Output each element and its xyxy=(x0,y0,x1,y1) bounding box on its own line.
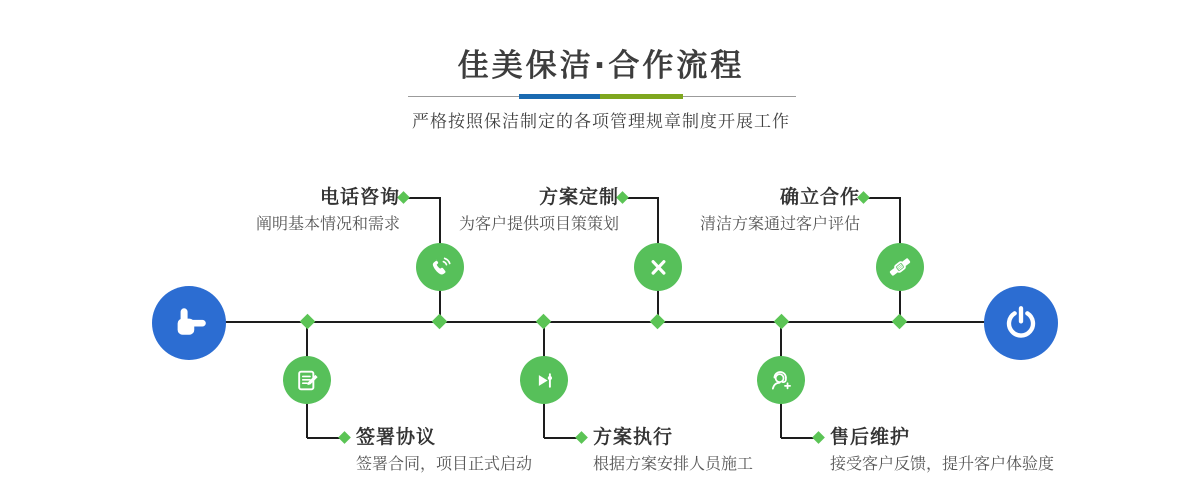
connector-bottom-1-horizontal xyxy=(307,437,342,439)
contract-icon xyxy=(294,367,321,394)
customer-support-icon xyxy=(767,366,795,394)
step-node-plan-custom xyxy=(634,243,682,291)
connector-top-1-horizontal xyxy=(408,197,441,199)
pointing-hand-icon xyxy=(168,302,210,344)
label-diamond xyxy=(812,431,825,444)
step-label-sign-agreement xyxy=(356,427,532,473)
step-title: 签署协议 xyxy=(356,426,437,448)
step-title: 确立合作 xyxy=(779,186,860,208)
divider-blue-segment xyxy=(519,94,600,99)
junction-diamond xyxy=(300,314,316,330)
title-divider xyxy=(408,94,796,100)
step-title: 方案执行 xyxy=(593,426,674,448)
play-slider-icon xyxy=(531,367,558,394)
page-title: 佳美保洁·合作流程 xyxy=(457,48,745,84)
label-diamond xyxy=(338,431,351,444)
page-subtitle: 严格按照保洁制定的各项管理规章制度开展工作 xyxy=(412,112,790,132)
step-desc: 接受客户反馈，提升客户体验度 xyxy=(830,454,1055,473)
step-label-aftersales xyxy=(830,427,1054,473)
connector-bottom-2-horizontal xyxy=(544,437,579,439)
label-diamond xyxy=(575,431,588,444)
timeline-start-node xyxy=(152,286,226,360)
handshake-icon xyxy=(886,253,914,281)
step-desc: 签署合同，项目正式启动 xyxy=(356,454,533,473)
step-node-phone-consult xyxy=(416,243,464,291)
junction-diamond xyxy=(650,314,666,330)
step-node-plan-execute xyxy=(520,356,568,404)
connector-top-2-horizontal xyxy=(627,197,659,199)
junction-diamond xyxy=(432,314,448,330)
step-node-aftersales xyxy=(757,356,805,404)
phone-icon xyxy=(427,254,454,281)
step-label-phone-consult xyxy=(256,187,400,233)
step-node-establish-coop xyxy=(876,243,924,291)
junction-diamond xyxy=(892,314,908,330)
step-desc: 阐明基本情况和需求 xyxy=(255,214,400,233)
step-title: 方案定制 xyxy=(538,186,619,208)
step-title: 电话咨询 xyxy=(319,186,400,208)
connector-top-3-horizontal xyxy=(868,197,901,199)
connector-bottom-3-horizontal xyxy=(781,437,816,439)
step-desc: 为客户提供项目策策划 xyxy=(458,214,619,233)
power-icon xyxy=(1001,303,1041,343)
step-label-plan-custom xyxy=(459,187,619,233)
pen-pencil-icon xyxy=(645,254,672,281)
step-desc: 根据方案安排人员施工 xyxy=(593,454,754,473)
junction-diamond xyxy=(774,314,790,330)
step-desc: 清洁方案通过客户评估 xyxy=(699,214,860,233)
junction-diamond xyxy=(536,314,552,330)
step-label-plan-execute xyxy=(593,427,753,473)
divider-green-segment xyxy=(600,94,683,99)
timeline-end-node xyxy=(984,286,1058,360)
step-node-sign-agreement xyxy=(283,356,331,404)
step-label-establish-coop xyxy=(700,187,860,233)
step-title: 售后维护 xyxy=(830,426,911,448)
